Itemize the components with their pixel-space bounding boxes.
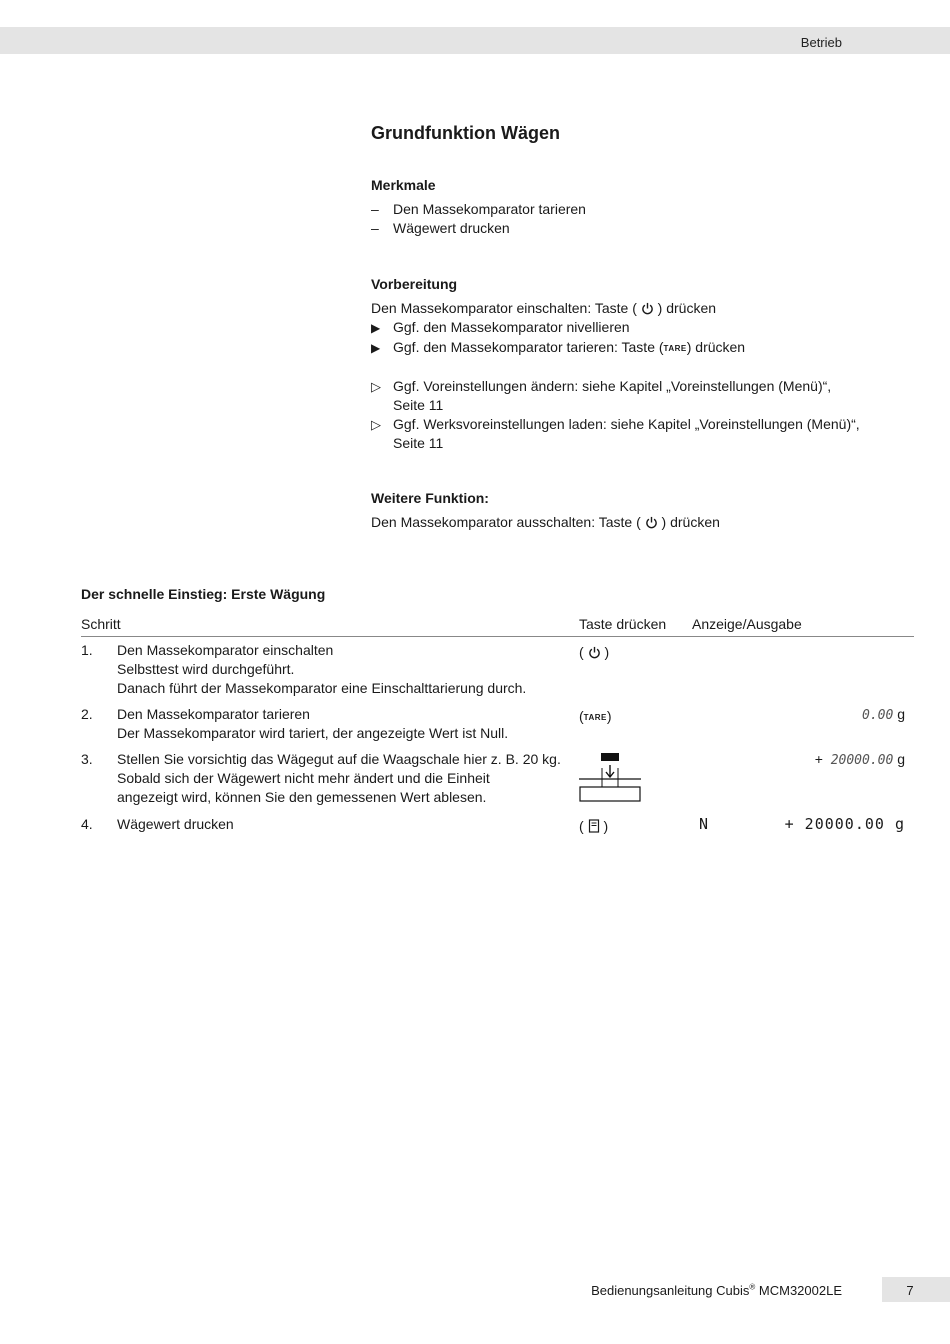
page-number: 7 bbox=[906, 1283, 914, 1298]
tare-key-icon: TARE bbox=[663, 344, 687, 353]
step-number: 3. bbox=[81, 751, 93, 767]
merkmale-heading: Merkmale bbox=[371, 177, 436, 193]
display-weight bbox=[815, 750, 905, 770]
step-text: Den Massekomparator tarieren Der Massekomparator wird tariert, der angezeigte Wert ist Null. bbox=[117, 706, 509, 741]
col-header-key: Taste drücken bbox=[579, 616, 667, 632]
vorbereitung-section bbox=[371, 275, 860, 453]
vorbereitung-intro: Den Massekomparator einschalten: Taste ( ) drücken bbox=[371, 300, 717, 316]
weitere-section bbox=[371, 489, 720, 532]
step-text: Den Massekomparator einschalten Selbsttest wird durchgeführt. Danach führt der Massekomparator eine Einschalttarierung durch. bbox=[117, 642, 527, 696]
display-value: 0.00 bbox=[862, 708, 894, 723]
power-icon bbox=[588, 646, 601, 659]
bullet-triangle-icon: ▶ bbox=[371, 341, 381, 355]
display-zero bbox=[862, 705, 905, 725]
key-power: ( ) bbox=[579, 644, 610, 660]
step-text: Stellen Sie vorsichtig das Wägegut auf die Waagschale hier z. B. 20 kg. Sobald sich der Wägewert nicht mehr ändert und die Einheit angezeigt wird, können Sie den gemessenen Wert ablesen. bbox=[117, 751, 561, 805]
quickstart-heading: Der schnelle Einstieg: Erste Wägung bbox=[81, 586, 326, 602]
table-rule bbox=[81, 636, 914, 637]
section-label: Betrieb bbox=[800, 35, 842, 50]
power-icon bbox=[645, 516, 658, 529]
weitere-heading: Weitere Funktion: bbox=[371, 490, 489, 506]
display-unit: g bbox=[897, 706, 905, 722]
col-header-step: Schritt bbox=[81, 616, 121, 632]
print-code: N bbox=[699, 815, 710, 833]
weitere-text: Den Massekomparator ausschalten: Taste ( ) drücken bbox=[371, 514, 720, 530]
print-icon bbox=[588, 819, 600, 833]
key-tare: (TARE) bbox=[579, 708, 612, 724]
note-line: Seite 11 bbox=[393, 397, 444, 413]
list-item: – Den Massekomparator tarieren bbox=[371, 201, 586, 217]
bullet-triangle-icon: ▶ bbox=[371, 321, 381, 335]
weighing-pan-icon bbox=[578, 752, 642, 804]
key-print: ( ) bbox=[579, 818, 609, 834]
list-item: ▷ Ggf. Werksvoreinstellungen laden: siehe Kapitel „Voreinstellungen (Menü)“, bbox=[371, 416, 860, 432]
step-number: 2. bbox=[81, 706, 93, 722]
display-value: 20000.00 bbox=[830, 753, 894, 768]
hint-triangle-icon: ▷ bbox=[371, 417, 381, 432]
list-item: ▷ Ggf. Voreinstellungen ändern: siehe Kapitel „Voreinstellungen (Menü)“, bbox=[371, 378, 832, 394]
list-item: ▶ Ggf. den Massekomparator tarieren: Taste (TARE) drücken bbox=[371, 338, 860, 358]
power-icon bbox=[641, 302, 654, 315]
step-number: 1. bbox=[81, 642, 93, 658]
col-header-display: Anzeige/Ausgabe bbox=[692, 616, 802, 632]
vorbereitung-heading: Vorbereitung bbox=[371, 276, 458, 292]
note-line: Seite 11 bbox=[393, 435, 444, 451]
print-value: + 20000.00 g bbox=[784, 815, 905, 833]
merkmale-section bbox=[371, 176, 586, 238]
page-title: Grundfunktion Wägen bbox=[371, 123, 560, 143]
display-unit: g bbox=[897, 751, 905, 767]
list-item: – Wägewert drucken bbox=[371, 220, 510, 236]
list-item: ▶ Ggf. den Massekomparator nivellieren bbox=[371, 318, 860, 338]
tare-key-icon: TARE bbox=[583, 713, 607, 722]
hint-triangle-icon: ▷ bbox=[371, 379, 381, 394]
step-text: Wägewert drucken bbox=[117, 816, 234, 832]
display-sign: + bbox=[814, 751, 823, 767]
footer-manual-title: Bedienungsanleitung Cubis® MCM32002LE bbox=[591, 1282, 842, 1298]
step-number: 4. bbox=[81, 816, 93, 832]
